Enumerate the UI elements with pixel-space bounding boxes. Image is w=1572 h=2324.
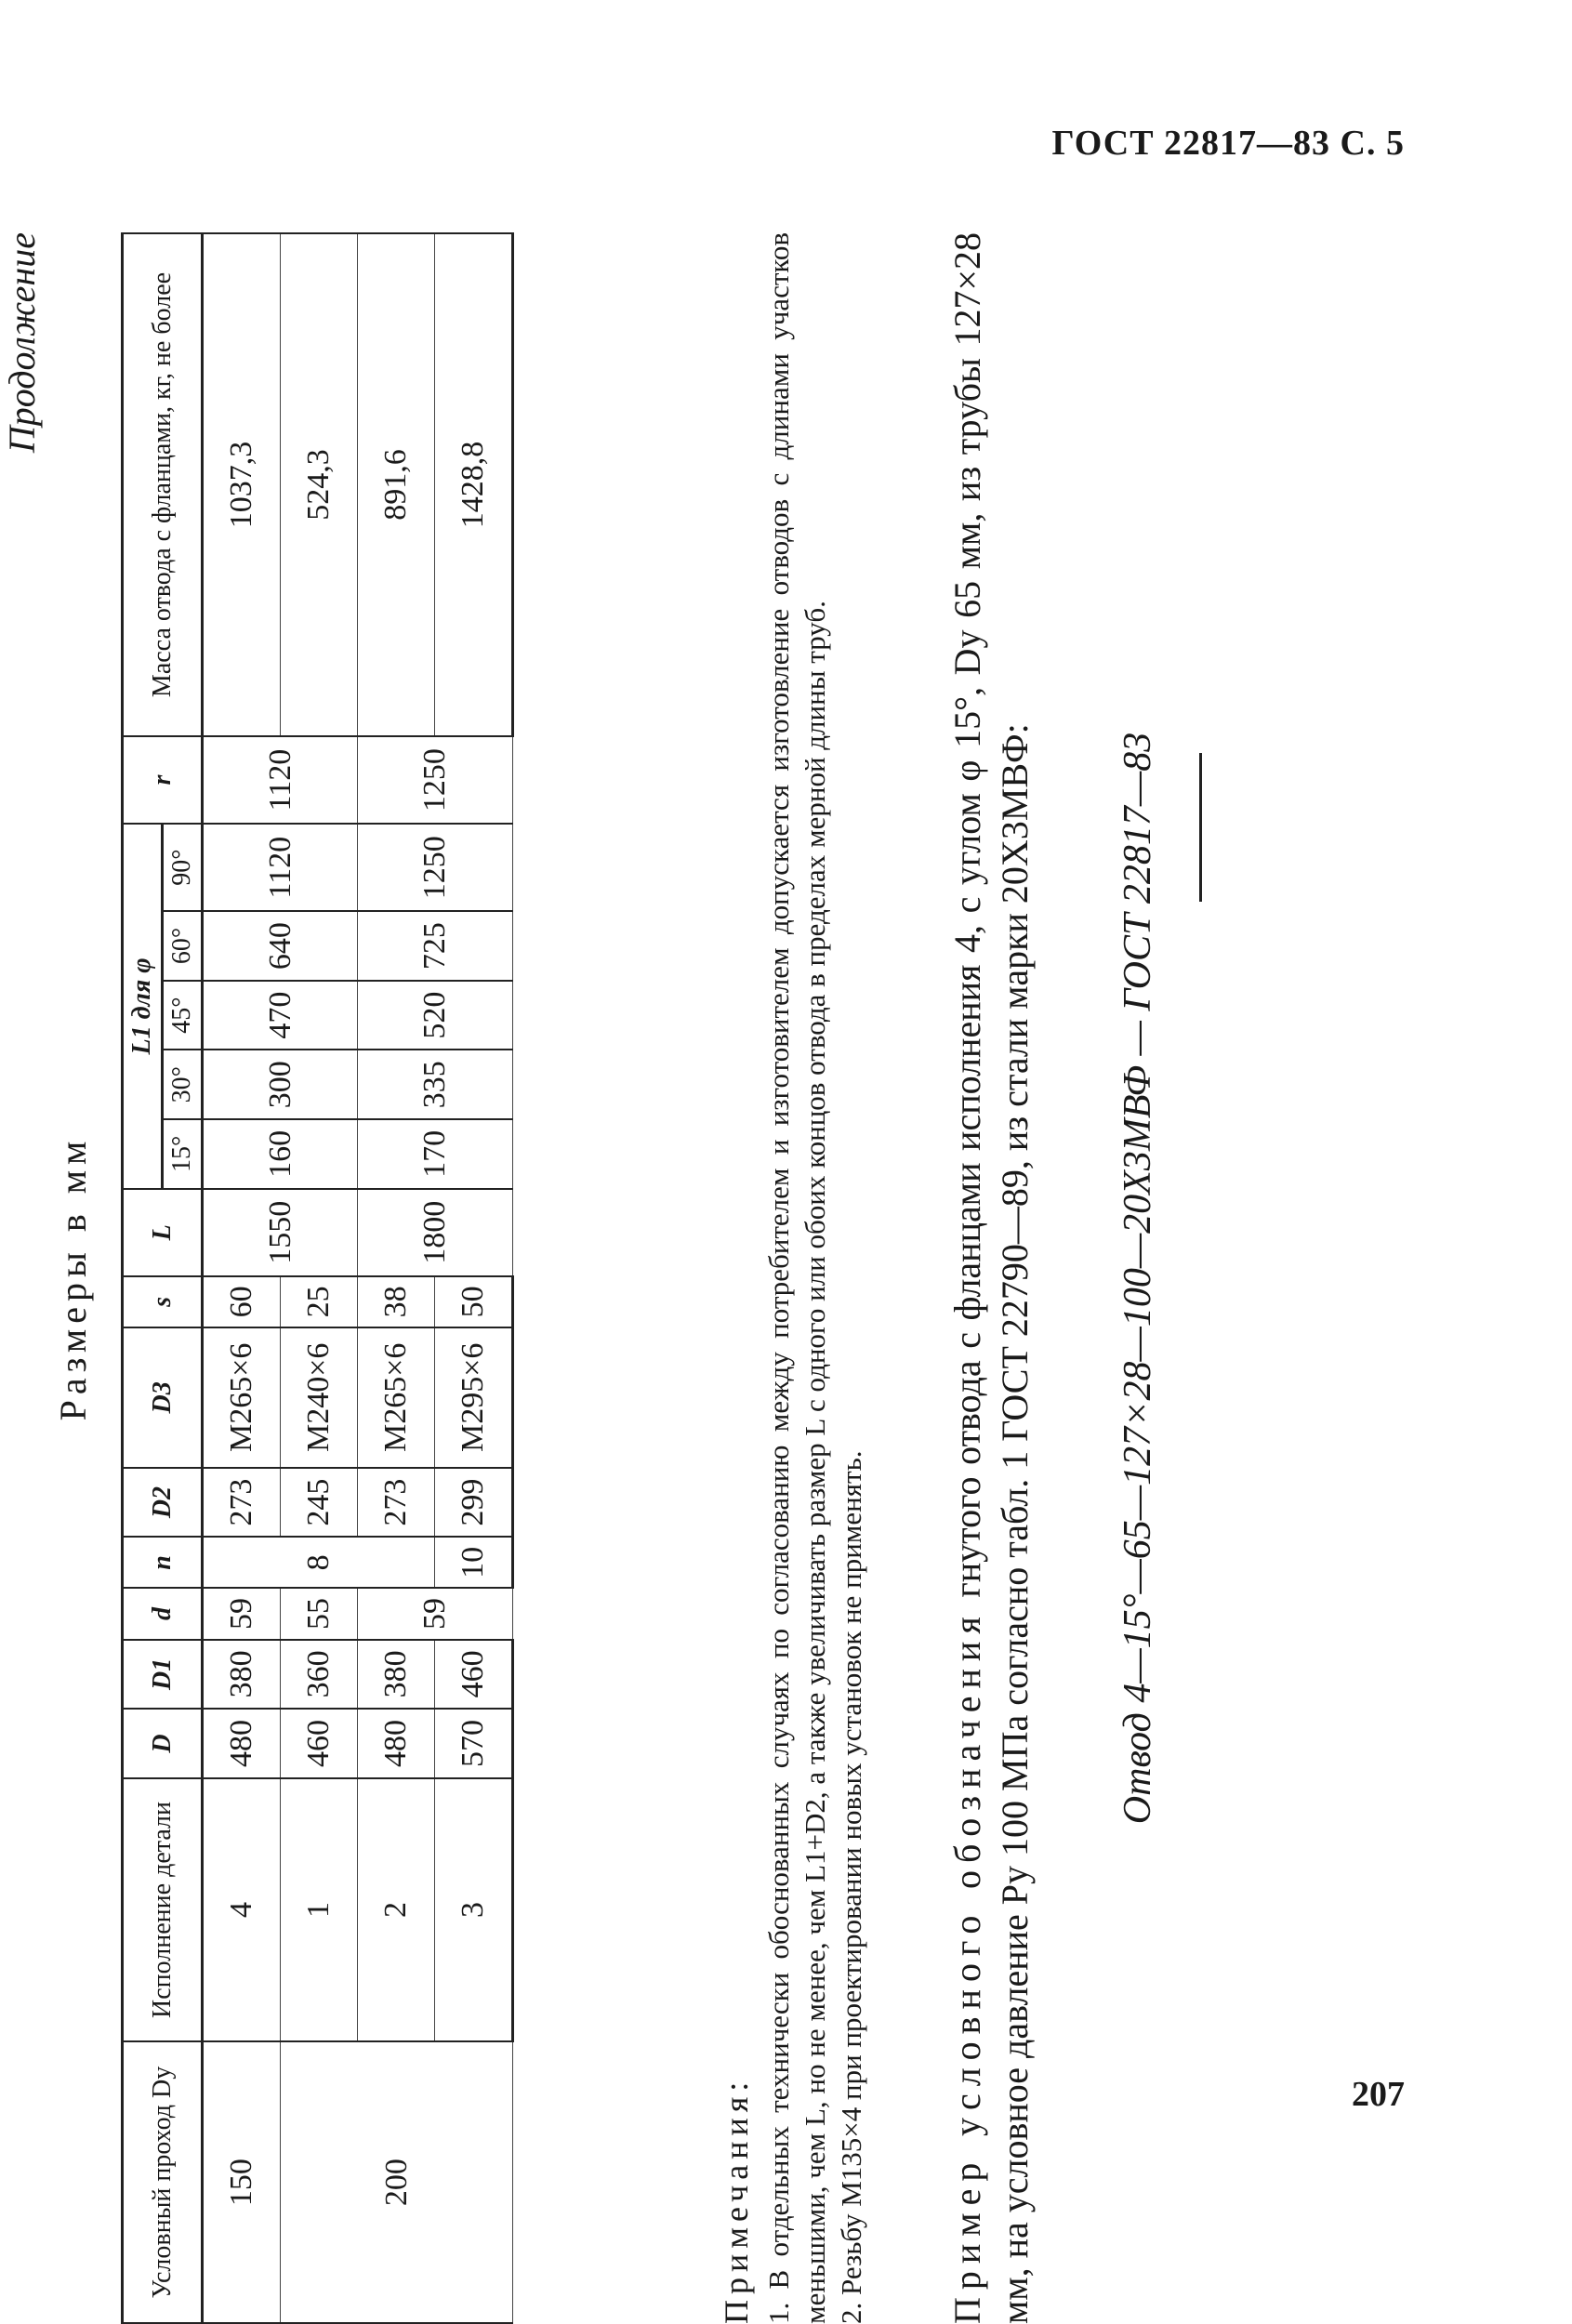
page-number: 207 bbox=[1352, 2075, 1405, 2114]
divider-line bbox=[1199, 753, 1202, 902]
cell-D3: M240×6 bbox=[281, 1327, 358, 1468]
cell-a30: 300 bbox=[203, 1050, 358, 1119]
cell-a30: 335 bbox=[358, 1050, 513, 1119]
col-mass: Масса отвода с фланцами, кг, не более bbox=[123, 233, 203, 736]
cell-L: 1550 bbox=[203, 1189, 358, 1276]
cell-variant: 4 bbox=[203, 1778, 281, 2041]
cell-a90: 1250 bbox=[358, 824, 513, 911]
cell-a60: 640 bbox=[203, 911, 358, 981]
cell-r: 1120 bbox=[203, 736, 358, 824]
cell-n: 10 bbox=[435, 1537, 513, 1588]
cell-D1: 380 bbox=[203, 1640, 281, 1710]
col-dy: Условный проход Dy bbox=[123, 2041, 203, 2323]
cell-dy: 200 bbox=[281, 2041, 513, 2323]
col-D3: D3 bbox=[123, 1327, 203, 1468]
cell-mass: 891,6 bbox=[358, 233, 435, 736]
cell-a15: 160 bbox=[203, 1119, 358, 1189]
example-text: гнутого отвода с фланцами исполнения 4, с углом φ 15°, Dy 65 мм, из трубы 127×28 мм, на условное давление Py 100 МПа согласно табл. 1 ГОСТ 22790—89, из стали марки 20Х3МВФ: bbox=[946, 231, 1037, 2324]
cell-dy: 150 bbox=[203, 2041, 281, 2323]
table-row bbox=[281, 233, 358, 2323]
col-a15: 15° bbox=[163, 1119, 203, 1189]
table-row bbox=[203, 233, 281, 2323]
table-row bbox=[358, 233, 435, 2323]
example-lead: Пример условного обозначения bbox=[946, 1609, 988, 2324]
cell-mass: 524,3 bbox=[281, 233, 358, 736]
cell-D3: M265×6 bbox=[358, 1327, 435, 1468]
cell-r: 1250 bbox=[358, 736, 513, 824]
cell-s: 25 bbox=[281, 1276, 358, 1327]
document-header: ГОСТ 22817—83 С. 5 bbox=[1051, 124, 1405, 163]
cell-d: 59 bbox=[203, 1588, 281, 1639]
example-paragraph bbox=[944, 232, 1038, 2324]
example-section bbox=[944, 232, 1038, 2324]
note-item: 2. Резьбу M135×4 при проектировании новых установок не применять. bbox=[834, 1450, 867, 2324]
dimensions-caption: Размеры в мм bbox=[52, 1135, 94, 1421]
cell-n: 8 bbox=[203, 1537, 435, 1588]
cell-D2: 245 bbox=[281, 1468, 358, 1538]
cell-D1: 360 bbox=[281, 1640, 358, 1710]
cell-L: 1800 bbox=[358, 1189, 513, 1276]
note-item: 1. В отдельных технически обоснованных случаях по согласованию между потребителем и изготовителем допускается изготовление отводов с длинами участков меньшими, чем L, но не менее, чем L1+D2, а также увеличивать размер L с одного или обоих концов отвода в пределах мерной длины труб. bbox=[762, 232, 831, 2324]
cell-mass: 1428,8 bbox=[435, 233, 513, 736]
col-a60: 60° bbox=[163, 911, 203, 981]
cell-D: 480 bbox=[358, 1709, 435, 1778]
col-D: D bbox=[123, 1709, 203, 1778]
cell-D: 570 bbox=[435, 1709, 513, 1778]
rotated-content bbox=[0, 232, 1422, 2324]
cell-s: 38 bbox=[358, 1276, 435, 1327]
cell-D2: 299 bbox=[435, 1468, 513, 1538]
cell-s: 60 bbox=[203, 1276, 281, 1327]
cell-a90: 1120 bbox=[203, 824, 358, 911]
cell-mass: 1037,3 bbox=[203, 233, 281, 736]
cell-D: 460 bbox=[281, 1709, 358, 1778]
cell-variant: 1 bbox=[281, 1778, 358, 2041]
col-D1: D1 bbox=[123, 1640, 203, 1710]
col-variant: Исполнение детали bbox=[123, 1778, 203, 2041]
continuation-label: Продолжение bbox=[1, 232, 43, 454]
notes-section bbox=[716, 232, 869, 2324]
cell-D2: 273 bbox=[358, 1468, 435, 1538]
notes-title: Примечания: bbox=[718, 2076, 755, 2324]
table-row bbox=[435, 233, 513, 2323]
cell-D2: 273 bbox=[203, 1468, 281, 1538]
col-d: d bbox=[123, 1588, 203, 1639]
cell-d: 59 bbox=[358, 1588, 513, 1639]
cell-a45: 520 bbox=[358, 981, 513, 1050]
cell-a60: 725 bbox=[358, 911, 513, 981]
cell-D3: M295×6 bbox=[435, 1327, 513, 1468]
cell-D1: 380 bbox=[358, 1640, 435, 1710]
col-a30: 30° bbox=[163, 1050, 203, 1119]
col-s: s bbox=[123, 1276, 203, 1327]
cell-D1: 460 bbox=[435, 1640, 513, 1710]
cell-s: 50 bbox=[435, 1276, 513, 1327]
cell-D: 480 bbox=[203, 1709, 281, 1778]
col-a45: 45° bbox=[163, 981, 203, 1050]
cell-variant: 3 bbox=[435, 1778, 513, 2041]
cell-D3: M265×6 bbox=[203, 1327, 281, 1468]
col-r: r bbox=[123, 736, 203, 824]
cell-variant: 2 bbox=[358, 1778, 435, 2041]
designation-example: Отвод 4—15°—65—127×28—100—20Х3МВФ — ГОСТ 22817—83 bbox=[1116, 732, 1159, 1825]
dimensions-table bbox=[121, 232, 514, 2324]
cell-d: 55 bbox=[281, 1588, 358, 1639]
col-D2: D2 bbox=[123, 1468, 203, 1538]
col-L1-group: L1 для φ bbox=[123, 824, 163, 1189]
cell-a45: 470 bbox=[203, 981, 358, 1050]
col-a90: 90° bbox=[163, 824, 203, 911]
col-L: L bbox=[123, 1189, 203, 1276]
col-n: n bbox=[123, 1537, 203, 1588]
cell-a15: 170 bbox=[358, 1119, 513, 1189]
